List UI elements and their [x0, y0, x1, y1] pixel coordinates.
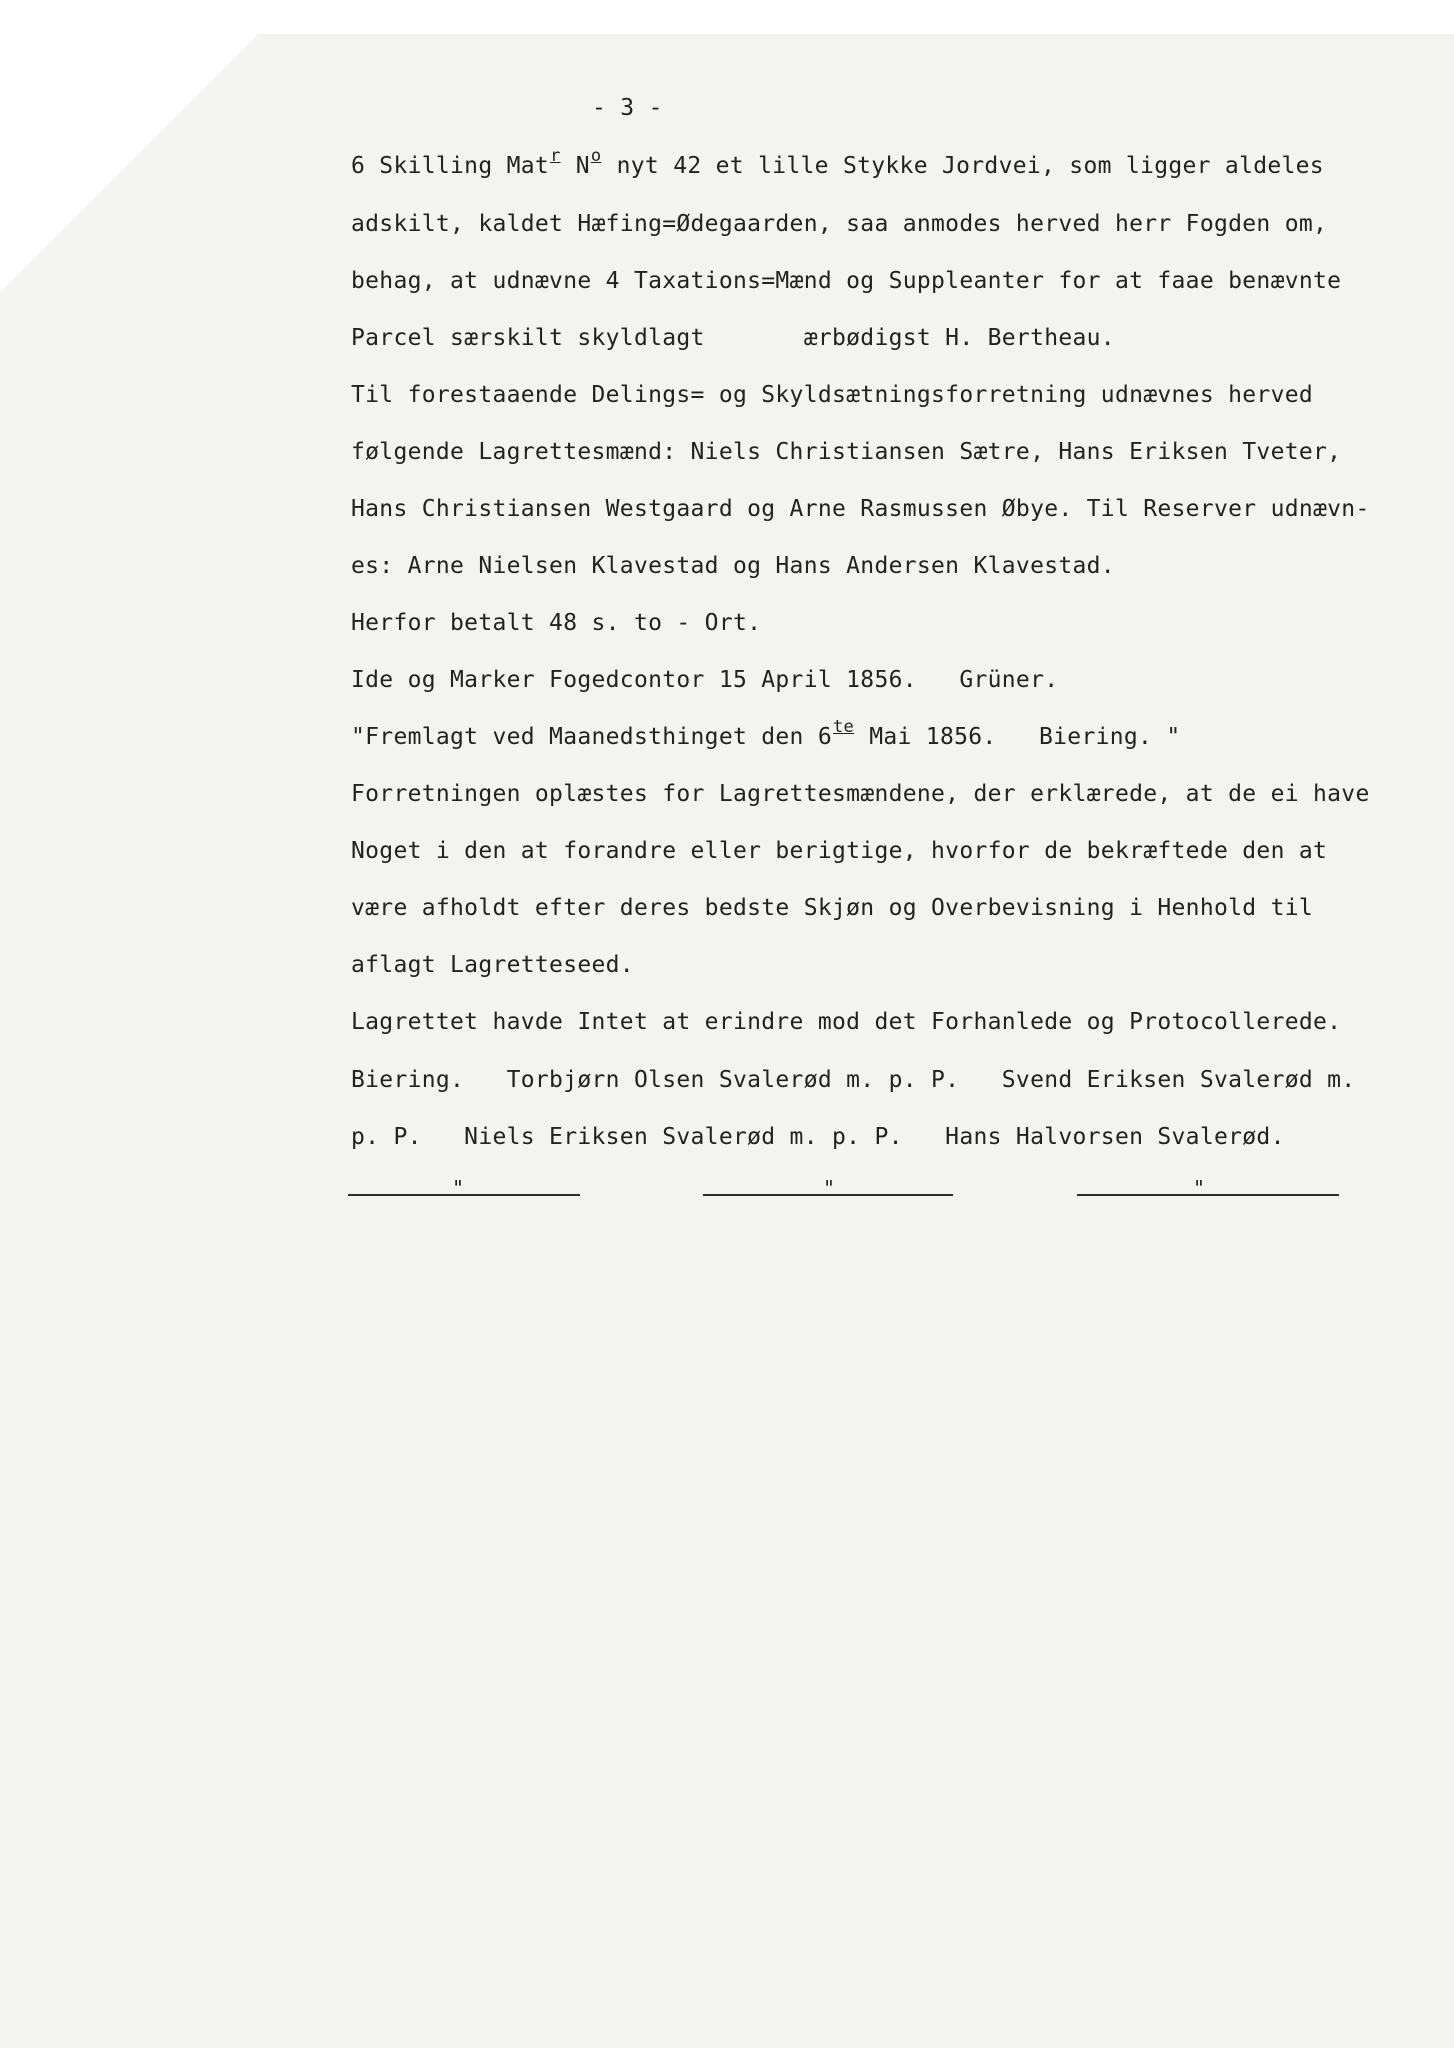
- ditto-mark-3: ": [1193, 1176, 1206, 1200]
- line1-before-mat: 6 Skilling Mat: [351, 153, 550, 179]
- text-line-7: Hans Christiansen Westgaard og Arne Rasmussen Øbye. Til Reserver udnævn-: [351, 496, 1370, 522]
- fremlagt-after: Mai 1856. Biering. ": [855, 724, 1181, 750]
- text-line-8: es: Arne Nielsen Klavestad og Hans Andersen Klavestad.: [351, 553, 1115, 579]
- line1-between: N: [561, 153, 590, 179]
- text-line-4: Parcel særskilt skyldlagt ærbødigst H. Bertheau.: [351, 325, 1115, 351]
- text-line-1: [351, 146, 1324, 179]
- text-line-5: Til forestaaende Delings= og Skyldsætningsforretning udnævnes herved: [351, 382, 1314, 408]
- text-line-6: følgende Lagrettesmænd: Niels Christiansen Sætre, Hans Eriksen Tveter,: [351, 439, 1342, 465]
- text-line-3: behag, at udnævne 4 Taxations=Mænd og Suppleanter for at faae benævnte: [351, 268, 1342, 294]
- text-line-14: være afholdt efter deres bedste Skjøn og Overbevisning i Henhold til: [351, 895, 1314, 921]
- mat-superscript: r: [550, 146, 561, 166]
- fremlagt-before: "Fremlagt ved Maanedsthinget den 6: [351, 724, 833, 750]
- number-superscript: o: [590, 146, 602, 166]
- text-line-13: Noget i den at forandre eller berigtige, hvorfor de bekræftede den at: [351, 838, 1328, 864]
- ditto-mark-1: ": [452, 1176, 465, 1200]
- text-line-2: adskilt, kaldet Hæfing=Ødegaarden, saa anmodes herved herr Fogden om,: [351, 211, 1328, 237]
- signature-rule-3: [1077, 1194, 1339, 1196]
- text-line-11: [351, 717, 1181, 750]
- text-line-9: Herfor betalt 48 s. to - Ort.: [351, 610, 762, 636]
- text-line-16: Lagrettet havde Intet at erindre mod det Forhanlede og Protocollerede.: [351, 1009, 1342, 1035]
- text-line-17: Biering. Torbjørn Olsen Svalerød m. p. P. Svend Eriksen Svalerød m.: [351, 1067, 1356, 1093]
- date-superscript: te: [833, 717, 855, 737]
- text-line-15: aflagt Lagretteseed.: [351, 952, 634, 978]
- text-line-12: Forretningen oplæstes for Lagrettesmændene, der erklærede, at de ei have: [351, 781, 1370, 807]
- text-line-18: p. P. Niels Eriksen Svalerød m. p. P. Hans Halvorsen Svalerød.: [351, 1124, 1285, 1150]
- line1-after: nyt 42 et lille Stykke Jordvei, som ligger aldeles: [602, 153, 1324, 179]
- page-number: - 3 -: [592, 95, 663, 121]
- text-line-10: Ide og Marker Fogedcontor 15 April 1856. Grüner.: [351, 667, 1059, 693]
- ditto-mark-2: ": [823, 1176, 836, 1200]
